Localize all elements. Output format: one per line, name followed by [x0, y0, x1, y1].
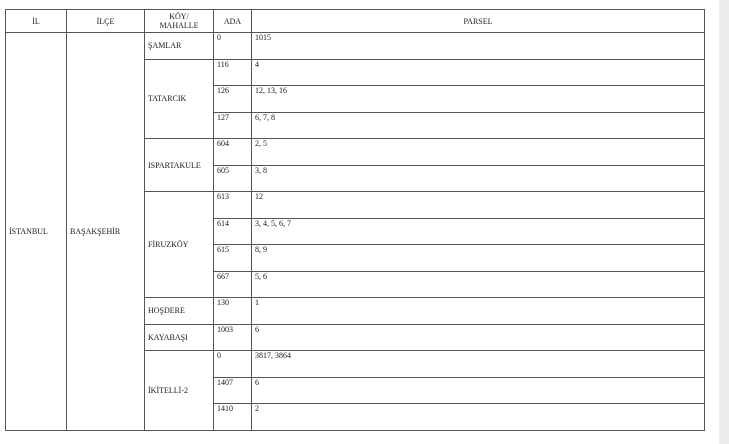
ada-cell: 130 — [214, 298, 252, 325]
ada-cell: 127 — [214, 112, 252, 139]
parsel-cell: 8, 9 — [252, 245, 705, 272]
ada-cell: 126 — [214, 86, 252, 113]
header-row — [6, 10, 705, 33]
mahalle-cell: ŞAMLAR — [145, 33, 214, 60]
table-row — [6, 33, 705, 60]
parsel-cell: 1 — [252, 298, 705, 325]
header-koy-mahalle — [145, 10, 214, 33]
header-ada: ADA — [214, 10, 252, 33]
ada-cell: 0 — [214, 33, 252, 60]
ada-cell: 116 — [214, 59, 252, 86]
scrollbar-track[interactable] — [719, 0, 729, 444]
parsel-cell: 12 — [252, 192, 705, 219]
header-koy-line2: MAHALLE — [159, 21, 199, 30]
parsel-cell: 5, 6 — [252, 271, 705, 298]
mahalle-cell: FİRUZKÖY — [145, 192, 214, 298]
ada-cell: 1407 — [214, 377, 252, 404]
parcel-table — [5, 9, 705, 431]
ada-cell: 1003 — [214, 324, 252, 351]
parsel-cell: 3, 8 — [252, 165, 705, 192]
mahalle-cell: İKİTELLİ-2 — [145, 351, 214, 431]
ada-cell: 0 — [214, 351, 252, 378]
parsel-cell: 1015 — [252, 33, 705, 60]
parsel-cell: 2, 5 — [252, 139, 705, 166]
header-koy-line1: KÖY/ — [169, 12, 189, 21]
il-cell: İSTANBUL — [6, 33, 67, 431]
ada-cell: 667 — [214, 271, 252, 298]
ada-cell: 614 — [214, 218, 252, 245]
header-ilce: İLÇE — [67, 10, 145, 33]
parsel-cell: 6 — [252, 324, 705, 351]
parsel-cell: 2 — [252, 404, 705, 431]
parsel-cell: 6 — [252, 377, 705, 404]
parsel-cell: 3817, 3864 — [252, 351, 705, 378]
mahalle-cell: TATARCIK — [145, 59, 214, 139]
mahalle-cell: HOŞDERE — [145, 298, 214, 325]
ada-cell: 613 — [214, 192, 252, 219]
header-il: İL — [6, 10, 67, 33]
ada-cell: 1410 — [214, 404, 252, 431]
mahalle-cell: ISPARTAKULE — [145, 139, 214, 192]
header-parsel: PARSEL — [252, 10, 705, 33]
parsel-cell: 3, 4, 5, 6, 7 — [252, 218, 705, 245]
ada-cell: 615 — [214, 245, 252, 272]
ada-cell: 604 — [214, 139, 252, 166]
parsel-cell: 6, 7, 8 — [252, 112, 705, 139]
ada-cell: 605 — [214, 165, 252, 192]
parsel-cell: 4 — [252, 59, 705, 86]
ilce-cell: BAŞAKŞEHİR — [67, 33, 145, 431]
parsel-cell: 12, 13, 16 — [252, 86, 705, 113]
mahalle-cell: KAYABAŞI — [145, 324, 214, 351]
